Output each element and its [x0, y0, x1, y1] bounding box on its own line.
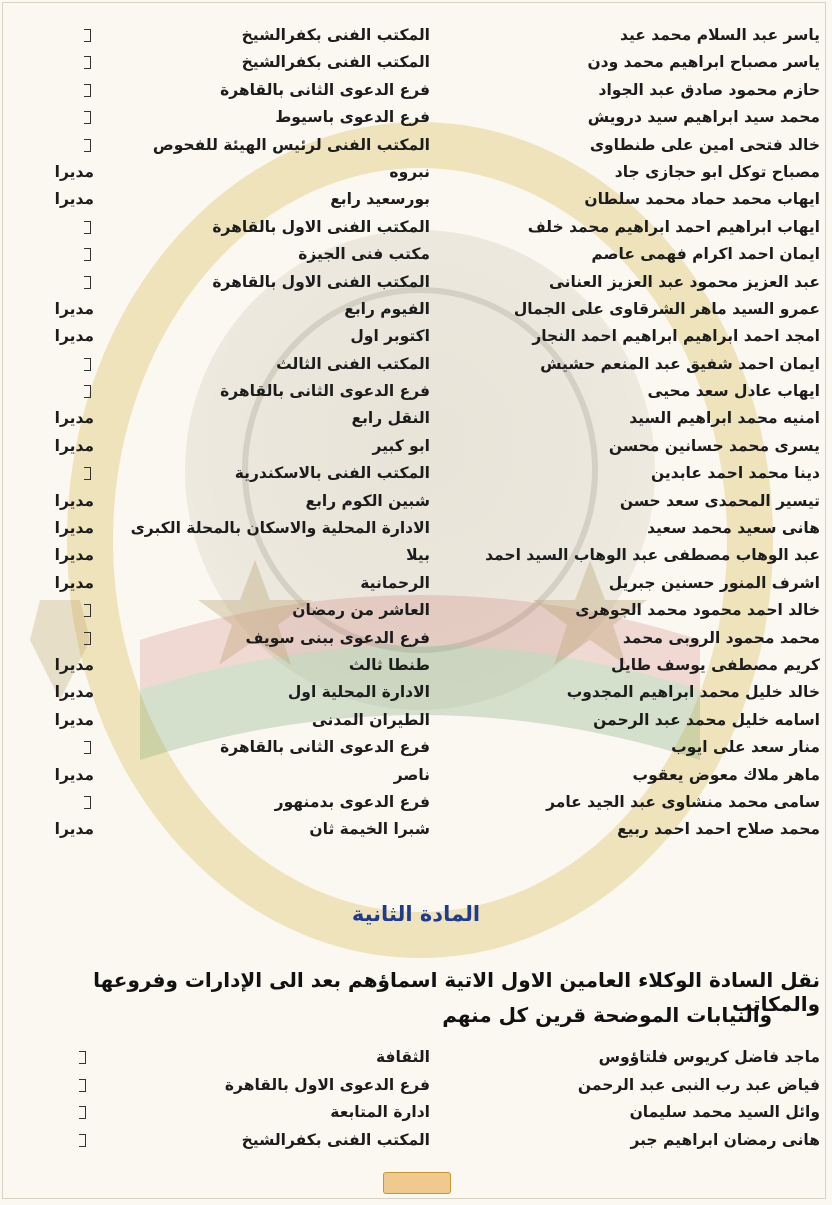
employee-name: ايمان احمد شفيق عبد المنعم حشيش: [540, 354, 820, 373]
position-status: مديرا: [54, 162, 94, 181]
employee-name: هانى رمضان ابراهيم جبر: [630, 1130, 820, 1149]
bracket-mark: [84, 604, 91, 617]
article-text-line2: والنيابات الموضحة قرين كل منهم: [442, 1003, 772, 1027]
assigned-office: المكتب الفنى لرئيس الهيئة للفحوص: [152, 135, 430, 154]
position-status: مديرا: [54, 683, 94, 702]
list-item: [0, 734, 832, 761]
employee-name: مصباح توكل ابو حجازى جاد: [614, 162, 820, 181]
list-item: [0, 542, 832, 569]
assigned-office: المكتب الفنى بكفرالشيخ: [241, 1130, 430, 1149]
position-status: مديرا: [54, 546, 94, 565]
bracket-mark: [84, 632, 91, 645]
bracket-mark: [79, 1051, 86, 1064]
list-item: [0, 789, 832, 816]
list-item: [0, 1127, 832, 1155]
assigned-office: ناصر: [393, 765, 430, 784]
list-item: [0, 488, 832, 515]
list-item: [0, 707, 832, 734]
assigned-office: الفيوم رابع: [344, 299, 430, 318]
position-status: مديرا: [54, 327, 94, 346]
assigned-office: بيلا: [406, 546, 430, 565]
list-item: [0, 1044, 832, 1072]
list-item: [0, 241, 832, 268]
assigned-office: بورسعيد رابع: [330, 190, 430, 209]
employee-name: محمد سيد ابراهيم سيد درويش: [587, 108, 820, 127]
list-item: [0, 378, 832, 405]
list-item: [0, 679, 832, 706]
employee-name: محمد صلاح احمد احمد ربيع: [617, 820, 820, 839]
list-item: [0, 816, 832, 843]
list-item: [0, 433, 832, 460]
list-item: [0, 104, 832, 131]
employee-name: سامى محمد منشاوى عبد الجيد عامر: [546, 792, 820, 811]
position-status: مديرا: [54, 519, 94, 538]
assigned-office: المكتب الفنى بالاسكندرية: [234, 464, 430, 483]
assigned-office: فرع الدعوى الثانى بالقاهرة: [220, 382, 430, 401]
employee-name: خالد احمد محمود محمد الجوهرى: [575, 601, 820, 620]
employee-name: ايهاب محمد حماد محمد سلطان: [584, 190, 820, 209]
bracket-mark: [84, 84, 91, 97]
position-status: مديرا: [54, 573, 94, 592]
bracket-mark: [84, 56, 91, 69]
assigned-office: المكتب الفنى الثالث: [276, 354, 430, 373]
assigned-office: النقل رابع: [351, 409, 430, 428]
employee-name: خالد خليل محمد ابراهيم المجدوب: [566, 683, 820, 702]
assigned-office: الطيران المدنى: [311, 710, 430, 729]
assigned-office: ادارة المتابعة: [330, 1103, 430, 1121]
position-status: مديرا: [54, 491, 94, 510]
employee-name: كريم مصطفى يوسف طايل: [611, 655, 820, 674]
assigned-office: فرع الدعوى بدمنهور: [274, 792, 430, 811]
assigned-office: شبرا الخيمة ثان: [309, 820, 430, 839]
bracket-mark: [79, 1134, 86, 1147]
list-item: [0, 132, 832, 159]
assigned-office: الادارة المحلية والاسكان بالمحلة الكبرى: [130, 519, 430, 538]
assigned-office: فرع الدعوى ببنى سويف: [245, 628, 430, 647]
position-status: مديرا: [54, 436, 94, 455]
position-status: مديرا: [54, 820, 94, 839]
employee-name: امنيه محمد ابراهيم السيد: [629, 409, 820, 428]
position-status: مديرا: [54, 190, 94, 209]
position-status: مديرا: [54, 655, 94, 674]
bracket-mark: [84, 358, 91, 371]
employee-name: عبد العزيز محمود عبد العزيز العنانى: [548, 272, 820, 291]
employee-name: اشرف المنور حسنين جبريل: [608, 573, 820, 592]
employee-name: اسامه خليل محمد عبد الرحمن: [593, 710, 820, 729]
bracket-mark: [79, 1079, 86, 1092]
list-item: [0, 597, 832, 624]
list-item: [0, 22, 832, 49]
list-item: [0, 351, 832, 378]
list-item: [0, 323, 832, 350]
employee-name: امجد احمد ابراهيم ابراهيم احمد النجار: [532, 327, 820, 346]
employee-name: ايهاب ابراهيم احمد ابراهيم محمد خلف: [527, 217, 820, 236]
list-item: [0, 49, 832, 76]
employee-name: ماهر ملاك معوض يعقوب: [632, 765, 820, 784]
assigned-office: المكتب الفنى بكفرالشيخ: [241, 53, 430, 72]
assigned-office: طنطا ثالث: [348, 655, 430, 674]
assigned-office: العاشر من رمضان: [292, 601, 430, 620]
employee-name: يسرى محمد حسانين محسن: [608, 436, 820, 455]
list-item: [0, 269, 832, 296]
employee-name: ماجد فاضل كريوس فلتاؤوس: [598, 1048, 820, 1066]
employee-name: عمرو السيد ماهر الشرقاوى على الجمال: [513, 299, 820, 318]
bracket-mark: [84, 467, 91, 480]
decisions-list: [0, 22, 832, 844]
employee-name: ياسر عبد السلام محمد عيد: [620, 26, 820, 44]
article-text-line1: نقل السادة الوكلاء العامين الاول الاتية اسماؤهم بعد الى الإدارات وفروعها والمكاتب: [93, 968, 820, 1016]
assigned-office: فرع الدعوى الثانى بالقاهرة: [220, 80, 430, 99]
assigned-office: الثقافة: [376, 1048, 430, 1066]
article-heading: المادة الثانية: [351, 902, 481, 926]
employee-name: عبد الوهاب مصطفى عبد الوهاب السيد احمد: [485, 546, 820, 565]
bracket-mark: [84, 796, 91, 809]
employee-name: محمد محمود الروبى محمد: [622, 628, 820, 647]
bracket-mark: [84, 111, 91, 124]
bracket-mark: [79, 1106, 86, 1119]
position-status: مديرا: [54, 765, 94, 784]
list-item: [0, 296, 832, 323]
bracket-mark: [84, 29, 91, 42]
employee-name: ايمان احمد اكرام فهمى عاصم: [591, 245, 820, 264]
bracket-mark: [84, 221, 91, 234]
assigned-office: شبين الكوم رابع: [305, 491, 430, 510]
list-item: [0, 159, 832, 186]
bracket-mark: [84, 139, 91, 152]
employee-name: خالد فتحى امين على طنطاوى: [589, 135, 820, 154]
bracket-mark: [84, 276, 91, 289]
assigned-office: المكتب الفنى بكفرالشيخ: [241, 26, 430, 44]
assigned-office: فرع الدعوى باسيوط: [275, 108, 430, 127]
list-item: [0, 186, 832, 213]
list-item: [0, 515, 832, 542]
employee-name: دينا محمد احمد عابدين: [650, 464, 820, 483]
assigned-office: المكتب الفنى الاول بالقاهرة: [212, 272, 430, 291]
assigned-office: المكتب الفنى الاول بالقاهرة: [212, 217, 430, 236]
list-item: [0, 625, 832, 652]
assigned-office: ابو كبير: [372, 436, 430, 455]
position-status: مديرا: [54, 409, 94, 428]
list-item: [0, 652, 832, 679]
employee-name: ياسر مصباح ابراهيم محمد ودن: [587, 53, 820, 72]
transfers-list: [0, 1044, 832, 1154]
list-item: [0, 77, 832, 104]
position-status: مديرا: [54, 710, 94, 729]
assigned-office: مكتب فنى الجيزة: [298, 245, 430, 264]
assigned-office: نبروه: [389, 162, 430, 181]
list-item: [0, 405, 832, 432]
page-number-tab: [383, 1172, 451, 1194]
position-status: مديرا: [54, 299, 94, 318]
assigned-office: الرحمانية: [360, 573, 430, 592]
assigned-office: فرع الدعوى الاول بالقاهرة: [224, 1075, 430, 1094]
employee-name: تيسير المحمدى سعد حسن: [619, 491, 820, 510]
list-item: [0, 570, 832, 597]
bracket-mark: [84, 385, 91, 398]
assigned-office: اكتوبر اول: [350, 327, 430, 346]
employee-name: ايهاب عادل سعد محيى: [647, 382, 820, 401]
bracket-mark: [84, 741, 91, 754]
employee-name: منار سعد على ايوب: [671, 738, 820, 757]
assigned-office: الادارة المحلية اول: [287, 683, 430, 702]
employee-name: فياض عبد رب النبى عبد الرحمن: [577, 1075, 820, 1094]
list-item: [0, 460, 832, 487]
list-item: [0, 762, 832, 789]
list-item: [0, 1099, 832, 1127]
bracket-mark: [84, 248, 91, 261]
employee-name: هانى سعيد محمد سعيد: [647, 519, 820, 538]
employee-name: وائل السيد محمد سليمان: [629, 1103, 820, 1121]
list-item: [0, 1072, 832, 1100]
assigned-office: فرع الدعوى الثانى بالقاهرة: [220, 738, 430, 757]
employee-name: حازم محمود صادق عبد الجواد: [598, 80, 820, 99]
list-item: [0, 214, 832, 241]
